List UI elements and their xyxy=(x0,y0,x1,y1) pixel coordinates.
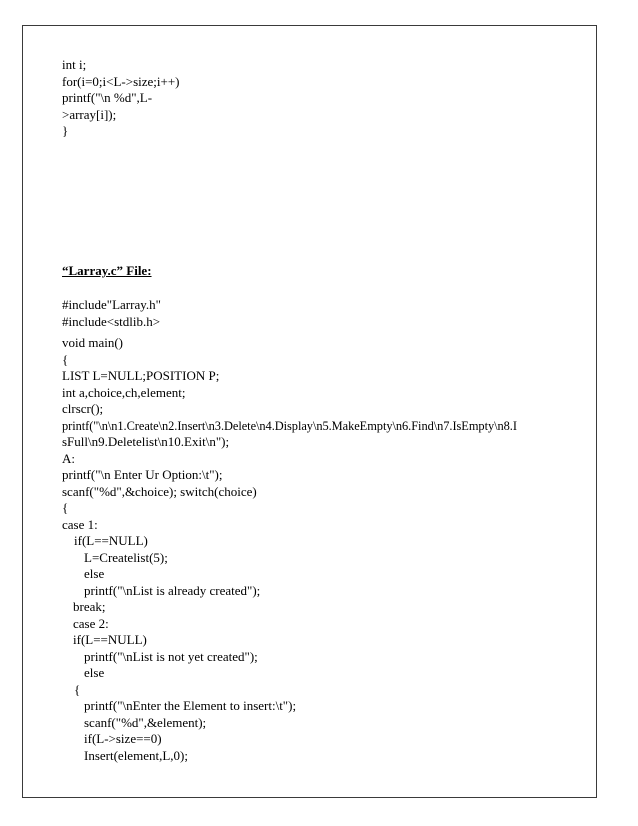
include-lines xyxy=(62,297,161,330)
code-line: printf("\n\n1.Create\n2.Insert\n3.Delete\n4.Display\n5.MakeEmpty\n6.Find\n7.IsEmpty\n8.I xyxy=(62,418,517,433)
code-line: printf("\nList is not yet created"); xyxy=(84,648,258,664)
code-line: A: xyxy=(62,450,75,466)
code-line: void main() xyxy=(62,335,124,350)
section-heading: “Larray.c” File: xyxy=(62,263,152,278)
code-line: scanf("%d",&choice); switch(choice) xyxy=(62,483,257,499)
code-line: clrscr(); xyxy=(62,401,104,416)
include-line: #include<stdlib.h> xyxy=(62,313,161,329)
code-line: int a,choice,ch,element; xyxy=(62,384,186,400)
include-line: #include"Larray.h" xyxy=(62,297,161,312)
code-line: case 2: xyxy=(73,615,109,631)
code-line: else xyxy=(84,665,105,680)
code-line: Insert(element,L,0); xyxy=(84,747,188,763)
code-line: >array[i]); xyxy=(62,106,117,122)
code-line: printf("\nEnter the Element to insert:\t"); xyxy=(84,698,297,713)
code-line: if(L==NULL) xyxy=(73,632,147,647)
code-line: } xyxy=(62,123,69,138)
code-line: scanf("%d",&element); xyxy=(84,714,207,730)
main-code-block xyxy=(62,335,517,764)
code-line: for(i=0;i<L->size;i++) xyxy=(62,73,180,89)
code-line: printf("\nList is already created"); xyxy=(84,582,261,598)
code-line: else xyxy=(84,566,105,581)
code-line: sFull\n9.Deletelist\n10.Exit\n"); xyxy=(62,434,230,449)
code-line: { xyxy=(74,681,81,697)
top-code-snippet xyxy=(62,57,180,140)
code-line: int i; xyxy=(62,57,87,72)
code-line: break; xyxy=(73,599,106,614)
code-line: printf("\n Enter Ur Option:\t"); xyxy=(62,467,223,482)
code-line: { xyxy=(62,500,69,515)
code-line: L=Createlist(5); xyxy=(84,549,168,565)
code-line: { xyxy=(62,351,69,367)
code-line: if(L->size==0) xyxy=(84,731,162,746)
code-line: if(L==NULL) xyxy=(74,533,148,548)
code-line: printf("\n %d",L- xyxy=(62,90,153,105)
code-line: LIST L=NULL;POSITION P; xyxy=(62,368,220,383)
code-line: case 1: xyxy=(62,516,98,532)
